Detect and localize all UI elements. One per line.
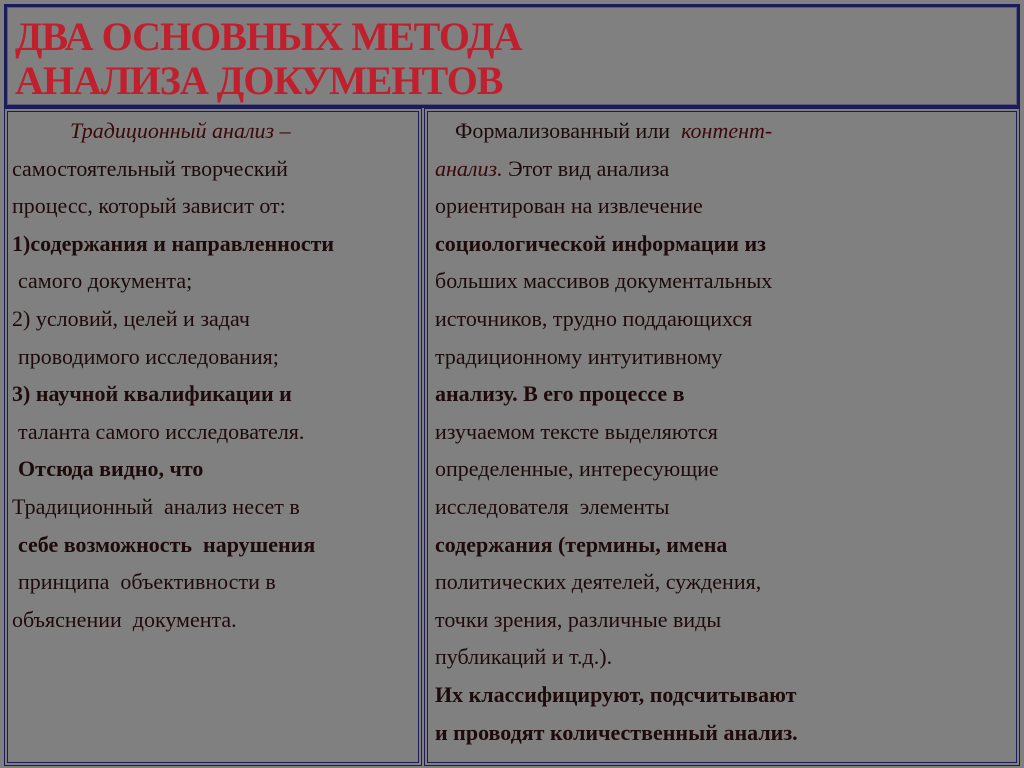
left-line: самого документа;	[18, 268, 193, 294]
left-line: 1)содержания и направленности	[12, 230, 335, 256]
left-line: Отсюда видно, что	[18, 456, 204, 482]
right-heading-normal: Формализованный или	[455, 118, 682, 143]
title-box	[4, 4, 1020, 108]
left-column-traditional-analysis	[4, 108, 422, 766]
right-line-normal: Этот вид анализа	[502, 155, 670, 181]
right-line: изучаемом тексте выделяются	[435, 418, 718, 444]
right-line: традиционному интуитивному	[435, 343, 723, 369]
left-line-heading: Традиционный анализ –	[70, 118, 291, 143]
right-line: точки зрения, различные виды	[435, 606, 722, 632]
left-line: процесс, который зависит от:	[12, 193, 286, 219]
right-line-italic: анализ.	[435, 155, 503, 181]
left-line: 2) условий, целей и задач	[12, 305, 250, 331]
right-line: политических деятелей, суждения,	[435, 569, 762, 595]
left-line: самостоятельный творческий	[12, 155, 288, 181]
right-line-heading	[435, 112, 1016, 150]
right-line: источников, трудно поддающихся	[435, 305, 753, 331]
right-line: содержания (термины, имена	[435, 531, 728, 557]
right-line: больших массивов документальных	[435, 268, 773, 294]
left-line: проводимого исследования;	[18, 343, 279, 369]
right-heading-italic: контент-	[681, 118, 773, 143]
right-line: определенные, интересующие	[435, 456, 719, 482]
right-line: Их классифицируют, подсчитывают	[435, 681, 797, 707]
left-line: 3) научной квалификации и	[12, 381, 292, 407]
slide-title-line-2: АНАЛИЗА ДОКУМЕНТОВ	[15, 58, 503, 103]
right-line: анализу. В его процессе в	[435, 381, 685, 407]
left-line: себе возможность нарушения	[18, 531, 316, 557]
slide-title-line-1: ДВА ОСНОВНЫХ МЕТОДА	[15, 14, 522, 59]
left-line: принципа объективности в	[18, 569, 276, 595]
right-line: ориентирован на извлечение	[435, 193, 703, 219]
right-column-content-analysis	[424, 108, 1020, 766]
left-line: Традиционный анализ несет в	[12, 493, 300, 519]
right-line	[435, 150, 1016, 188]
right-line: публикаций и т.д.).	[435, 644, 613, 670]
left-line: объяснении документа.	[12, 606, 237, 632]
right-line: социологической информации из	[435, 230, 766, 256]
right-line: исследователя элементы	[435, 493, 670, 519]
right-line: и проводят количественный анализ.	[435, 719, 798, 745]
left-line: таланта самого исследователя.	[18, 418, 305, 444]
